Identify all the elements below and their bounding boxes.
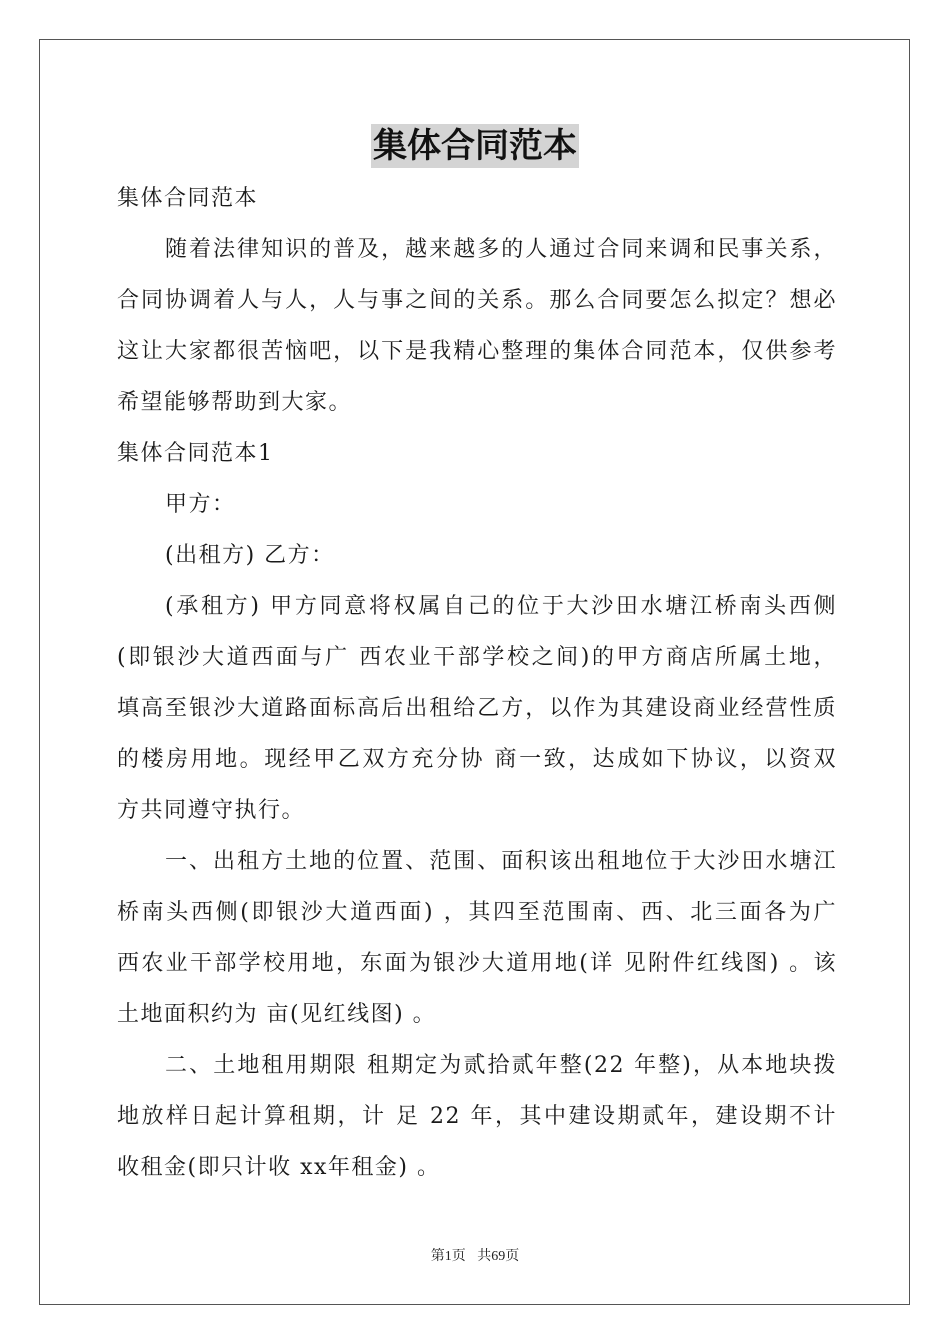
paragraph-line: 随着法律知识的普及，越来越多的人通过合同来调和民事关系， (165, 237, 837, 262)
paragraph-line: 二、土地租用期限 租期定为贰拾贰年整(22 年整)，从本地块拨 (165, 1053, 837, 1078)
paragraph-line: 一、出租方土地的位置、范围、面积该出租地位于大沙田水塘江 (165, 849, 837, 874)
title-container (0, 124, 950, 168)
paragraph-line: 方共同遵守执行。 (117, 798, 306, 823)
page-number: 第1页 (430, 1249, 466, 1264)
paragraph-line: (即银沙大道西面与广 西农业干部学校之间)的甲方商店所属土地， (117, 645, 837, 670)
heading-line: 集体合同范本 (117, 186, 259, 211)
page-footer (0, 1245, 950, 1265)
paragraph-line: (出租方) 乙方： (165, 543, 335, 568)
paragraph-line: 希望能够帮助到大家。 (117, 390, 353, 415)
paragraph-line: (承租方) 甲方同意将权属自己的位于大沙田水塘江桥南头西侧 (165, 594, 837, 619)
document-title: 集体合同范本 (373, 126, 577, 166)
paragraph-line: 合同协调着人与人，人与事之间的关系。那么合同要怎么拟定？想必 (117, 288, 837, 313)
paragraph-line: 填高至银沙大道路面标高后出租给乙方，以作为其建设商业经营性质 (117, 696, 837, 721)
total-pages: 共69页 (477, 1249, 520, 1264)
paragraph-line: 这让大家都很苦恼吧，以下是我精心整理的集体合同范本，仅供参考 (117, 339, 837, 364)
section-heading: 集体合同范本1 (117, 441, 274, 466)
paragraph-line: 土地面积约为 亩(见红线图) 。 (117, 1002, 437, 1027)
paragraph-line: 的楼房用地。现经甲乙双方充分协 商一致，达成如下协议，以资双 (117, 747, 837, 772)
paragraph-line: 地放样日起计算租期，计 足 22 年，其中建设期贰年，建设期不计 (117, 1104, 837, 1129)
paragraph-line: 西农业干部学校用地，东面为银沙大道用地(详 见附件红线图) 。该 (117, 951, 837, 976)
paragraph-line: 桥南头西侧(即银沙大道西面) ，其四至范围南、西、北三面各为广 (117, 900, 837, 925)
paragraph-line: 收租金(即只计收 xx年租金) 。 (117, 1155, 441, 1180)
paragraph-line: 甲方： (165, 492, 236, 517)
document-body (117, 178, 837, 1198)
